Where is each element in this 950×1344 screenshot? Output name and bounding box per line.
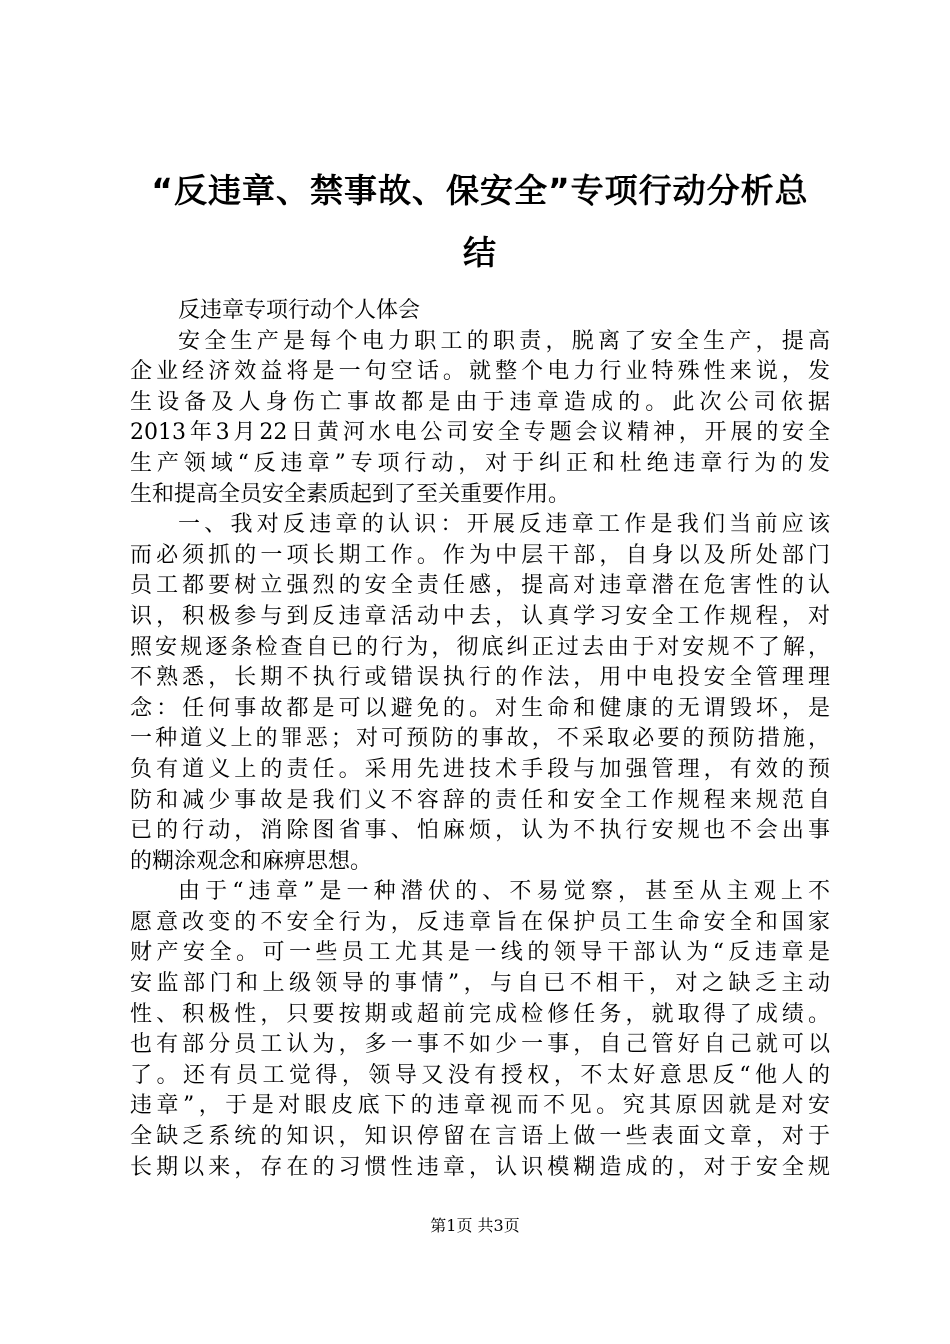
body-text-line: 不熟悉，长期不执行或错误执行的作法，用中电投安全管理理 bbox=[130, 665, 830, 691]
body-text-line: 识，积极参与到反违章活动中去，认真学习安全工作规程，对 bbox=[130, 603, 830, 629]
body-text-line: 生设备及人身伤亡事故都是由于违章造成的。此次公司依据 bbox=[130, 389, 830, 415]
body-text-line: 企业经济效益将是一句空话。就整个电力行业特殊性来说，发 bbox=[130, 359, 830, 385]
body-text-line: 反违章专项行动个人体会 bbox=[178, 298, 421, 323]
body-text-line: 照安规逐条检查自已的行为，彻底纠正过去由于对安规不了解， bbox=[130, 634, 830, 660]
body-text-line: 一、我对反违章的认识：开展反违章工作是我们当前应该 bbox=[178, 512, 830, 538]
body-text-line: 全缺乏系统的知识，知识停留在言语上做一些表面文章，对于 bbox=[130, 1124, 830, 1150]
body-text-line: 员工都要树立强烈的安全责任感，提高对违章潜在危害性的认 bbox=[130, 573, 830, 599]
body-text-line: 而必须抓的一项长期工作。作为中层干部，自身以及所处部门 bbox=[130, 542, 830, 568]
body-text-line: 也有部分员工认为，多一事不如少一事，自己管好自己就可以 bbox=[130, 1032, 830, 1058]
body-text-line: 由于“违章”是一种潜伏的、不易觉察，甚至从主观上不 bbox=[178, 879, 830, 905]
body-text-line: 财产安全。可一些员工尤其是一线的领导干部认为“反违章是 bbox=[130, 940, 830, 966]
title-line: “反违章、禁事故、保安全”专项行动分析总 bbox=[151, 171, 809, 210]
body-text-line: 念：任何事故都是可以避免的。对生命和健康的无谓毁坏，是 bbox=[130, 695, 830, 721]
title-line: 结 bbox=[463, 233, 497, 272]
body-text-line: 一种道义上的罪恶；对可预防的事故，不采取必要的预防措施， bbox=[130, 726, 830, 752]
body-text-line: 安全生产是每个电力职工的职责，脱离了安全生产，提高 bbox=[178, 328, 830, 354]
body-text-line: 了。还有员工觉得，领导又没有授权，不太好意思反“他人的 bbox=[130, 1062, 830, 1088]
page-footer: 第1页 共3页 bbox=[430, 1216, 520, 1235]
body-text-line: 的糊涂观念和麻痹思想。 bbox=[130, 848, 373, 874]
body-text-line: 生和提高全员安全素质起到了至关重要作用。 bbox=[130, 481, 571, 507]
body-text-line: 负有道义上的责任。采用先进技术手段与加强管理，有效的预 bbox=[130, 756, 830, 782]
body-text-line: 安监部门和上级领导的事情”，与自已不相干，对之缺乏主动 bbox=[130, 971, 830, 997]
body-text-line: 违章”，于是对眼皮底下的违章视而不见。究其原因就是对安 bbox=[130, 1093, 830, 1119]
body-text-line: 性、积极性，只要按期或超前完成检修任务，就取得了成绩。 bbox=[130, 1001, 830, 1027]
document-title bbox=[120, 160, 840, 284]
body-text-line: 已的行动，消除图省事、怕麻烦，认为不执行安规也不会出事 bbox=[130, 818, 830, 844]
body-text-line: 2013年3月22日黄河水电公司安全专题会议精神，开展的安全 bbox=[130, 420, 830, 446]
body-text-line: 防和减少事故是我们义不容辞的责任和安全工作规程来规范自 bbox=[130, 787, 830, 813]
body-text-line: 愿意改变的不安全行为，反违章旨在保护员工生命安全和国家 bbox=[130, 909, 830, 935]
document-body bbox=[130, 296, 830, 1183]
body-text-line: 生产领域“反违章”专项行动，对于纠正和杜绝违章行为的发 bbox=[130, 450, 830, 476]
body-text-line: 长期以来，存在的习惯性违章，认识模糊造成的，对于安全规 bbox=[130, 1154, 830, 1180]
